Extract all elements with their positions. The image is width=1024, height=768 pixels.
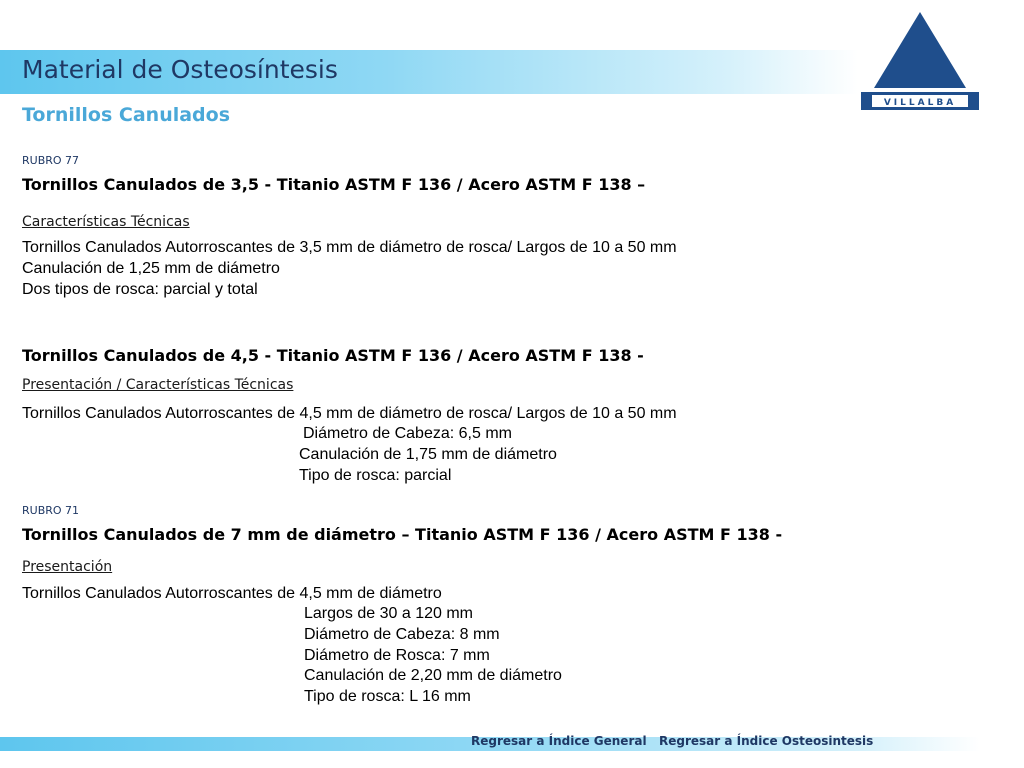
section-heading-7mm: Tornillos Canulados de 7 mm de diámetro – Titanio ASTM F 136 / Acero ASTM F 138 - bbox=[22, 525, 783, 544]
page-subtitle: Tornillos Canulados bbox=[22, 104, 231, 126]
section-label-presentation: Presentación bbox=[22, 559, 113, 575]
spec-line: Tornillos Canulados Autorroscantes de 4,5 mm de diámetro de rosca/ Largos de 10 a 50 mm bbox=[22, 405, 677, 422]
logo-text: VILLALBA bbox=[883, 98, 957, 108]
spec-line: Canulación de 2,20 mm de diámetro bbox=[304, 667, 562, 684]
spec-line: Diámetro de Cabeza: 6,5 mm bbox=[303, 425, 512, 442]
spec-line: Tornillos Canulados Autorroscantes de 4,5 mm de diámetro bbox=[22, 585, 442, 602]
rubro-77: RUBRO 77 bbox=[22, 154, 80, 167]
spec-line: Dos tipos de rosca: parcial y total bbox=[22, 281, 258, 298]
rubro-71: RUBRO 71 bbox=[22, 504, 80, 517]
spec-line: Largos de 30 a 120 mm bbox=[304, 605, 473, 622]
spec-line: Diámetro de Rosca: 7 mm bbox=[304, 647, 490, 664]
section-heading-3-5: Tornillos Canulados de 3,5 - Titanio ASTM F 136 / Acero ASTM F 138 – bbox=[22, 175, 646, 194]
spec-line: Canulación de 1,25 mm de diámetro bbox=[22, 260, 280, 277]
villalba-logo bbox=[858, 10, 982, 112]
link-indice-osteosintesis[interactable]: Regresar a Índice Osteosintesis bbox=[659, 734, 874, 748]
spec-line: Diámetro de Cabeza: 8 mm bbox=[304, 626, 500, 643]
section-label-tech: Características Técnicas bbox=[22, 214, 190, 230]
page-title: Material de Osteosíntesis bbox=[22, 55, 338, 84]
spec-line: Tipo de rosca: L 16 mm bbox=[304, 688, 471, 705]
section-label-presentation-tech: Presentación / Características Técnicas bbox=[22, 377, 294, 393]
section-heading-4-5: Tornillos Canulados de 4,5 - Titanio ASTM F 136 / Acero ASTM F 138 - bbox=[22, 346, 644, 365]
spec-line: Tornillos Canulados Autorroscantes de 3,5 mm de diámetro de rosca/ Largos de 10 a 50 mm bbox=[22, 239, 677, 256]
link-indice-general[interactable]: Regresar a Índice General bbox=[471, 734, 647, 748]
spec-line: Canulación de 1,75 mm de diámetro bbox=[299, 446, 557, 463]
spec-line: Tipo de rosca: parcial bbox=[299, 467, 452, 484]
